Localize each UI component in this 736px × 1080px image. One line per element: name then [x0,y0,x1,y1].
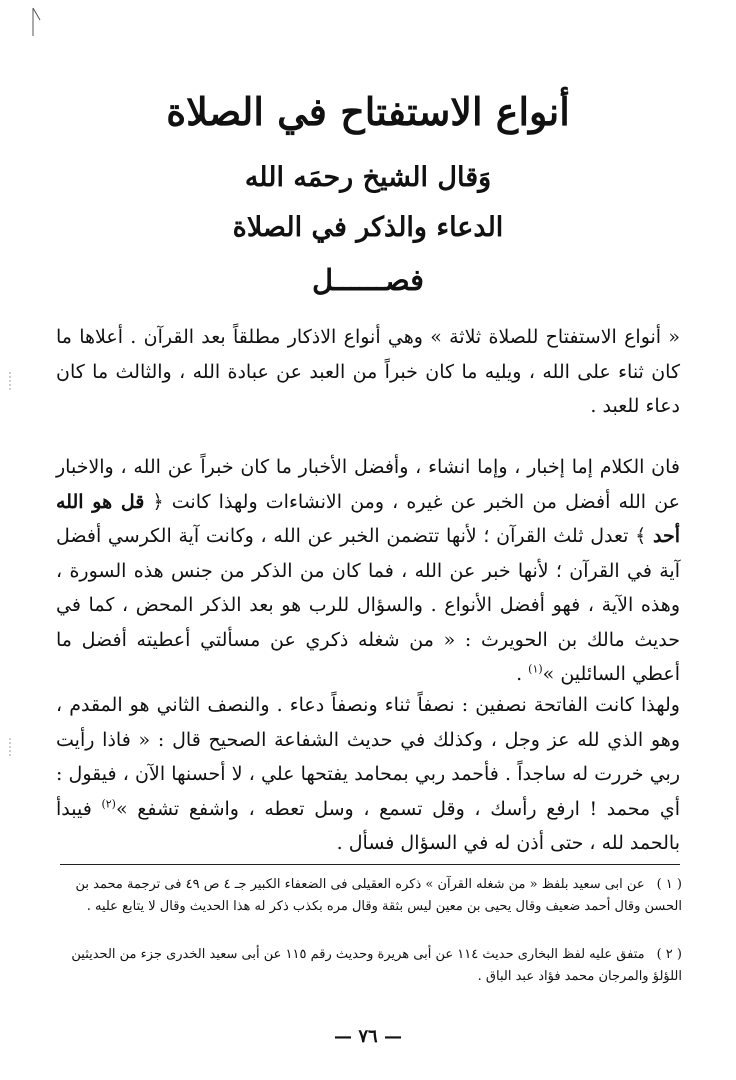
margin-speck-icon [8,372,12,390]
quran-quote: قل هو الله أحد [56,490,681,547]
footnote-divider [60,864,680,865]
subheading-fasl: فصــــــل [312,263,424,297]
paragraph-3-text-b: فيبدأ بالحمد لله ، حتى أذن له في السؤال فسأل . [56,797,680,854]
footnote-2-number: ( ٢ ) [656,947,682,962]
paragraph-2 [56,450,680,692]
footnote-1-text: عن ابى سعيد بلفظ « من شغله القرآن » ذكره العقيلى فى الضعفاء الكبير جـ ٤ ص ٤٩ فى ترجمة محمد بن الحسن وقال أحمد ضعيف وقال يحيى بن معين ليس بثقة وقال مره بكذب ذكر له هذا الحديث وقال لا يتابع عليه . [75,877,682,914]
pen-mark-icon [30,6,44,40]
footnote-ref-2: (٢) [101,797,116,811]
footnote-1 [56,874,682,918]
footnote-2-text: متفق عليه لفظ البخارى حديث ١١٤ عن أبى هريرة وحديث رقم ١١٥ عن أبى سعيد الخدرى جزء من الحديثين اللؤلؤ والمرجان محمد فؤاد عبد الباق . [71,947,682,984]
margin-speck-icon [8,738,12,756]
paragraph-2-text-a: فان الكلام إما إخبار ، وإما انشاء ، وأفضل الأخبار ما كان خبراً عن الله ، والاخبار عن الله أفضل من الخبر عن غيره ، ومن الانشاءات ولهذا كانت ﴿ [56,456,680,513]
footnote-1-number: ( ١ ) [656,877,682,892]
paragraph-3-text-a: ولهذا كانت الفاتحة نصفين : نصفاً ثناء ونصفاً دعاء . والنصف الثاني هو المقدم ، وهو الذي لله عز وجل ، وكذلك في حديث الشفاعة الصحيح قال : « فاذا رأيت ربي خررت له ساجداً . فأحمد ربي بمحامد يفتحها علي ، لا أحسنها الآن ، فيقول : أي محمد ! ارفع رأسك ، وقل تسمع ، وسل تعطه ، واشفع تشفع » [56,694,680,820]
subheading-dua-dhikr: الدعاء والذكر في الصلاة [232,212,504,243]
subheading-sheikh: وَقال الشيخ رحمَه الله [244,162,492,193]
page-number: — ٧٦ — [334,1026,402,1047]
paragraph-2-text-b: ﴾ تعدل ثلث القرآن ؛ لأنها تتضمن الخبر عن الله ، وكانت آية الكرسي أفضل آية في القرآن ؛ لأنها خبر عن الله ، فما كان من الذكر من جنس هذه السورة ، وهذه الآية ، فهو أفضل الأنواع . والسؤال للرب هو بعد الذكر المحض ، كما في حديث مالك بن الحويرث : « من شغله ذكري عن مسألتي أعطيته أفضل ما أعطي السائلين » [56,525,680,685]
footnote-2 [56,944,682,988]
paragraph-1: « أنواع الاستفتاح للصلاة ثلاثة » وهي أنواع الاذكار مطلقاً بعد القرآن . أعلاها ما كان ثناء على الله ، ويليه ما كان خبراً من العبد عن عبادة الله ، والثالث ما كان دعاء للعبد . [56,326,680,417]
paragraph-2-end: . [516,663,529,685]
footnote-ref-1: (١) [528,662,543,676]
chapter-title: أنواع الاستفتاح في الصلاة [166,89,570,134]
paragraph-3 [56,688,680,861]
